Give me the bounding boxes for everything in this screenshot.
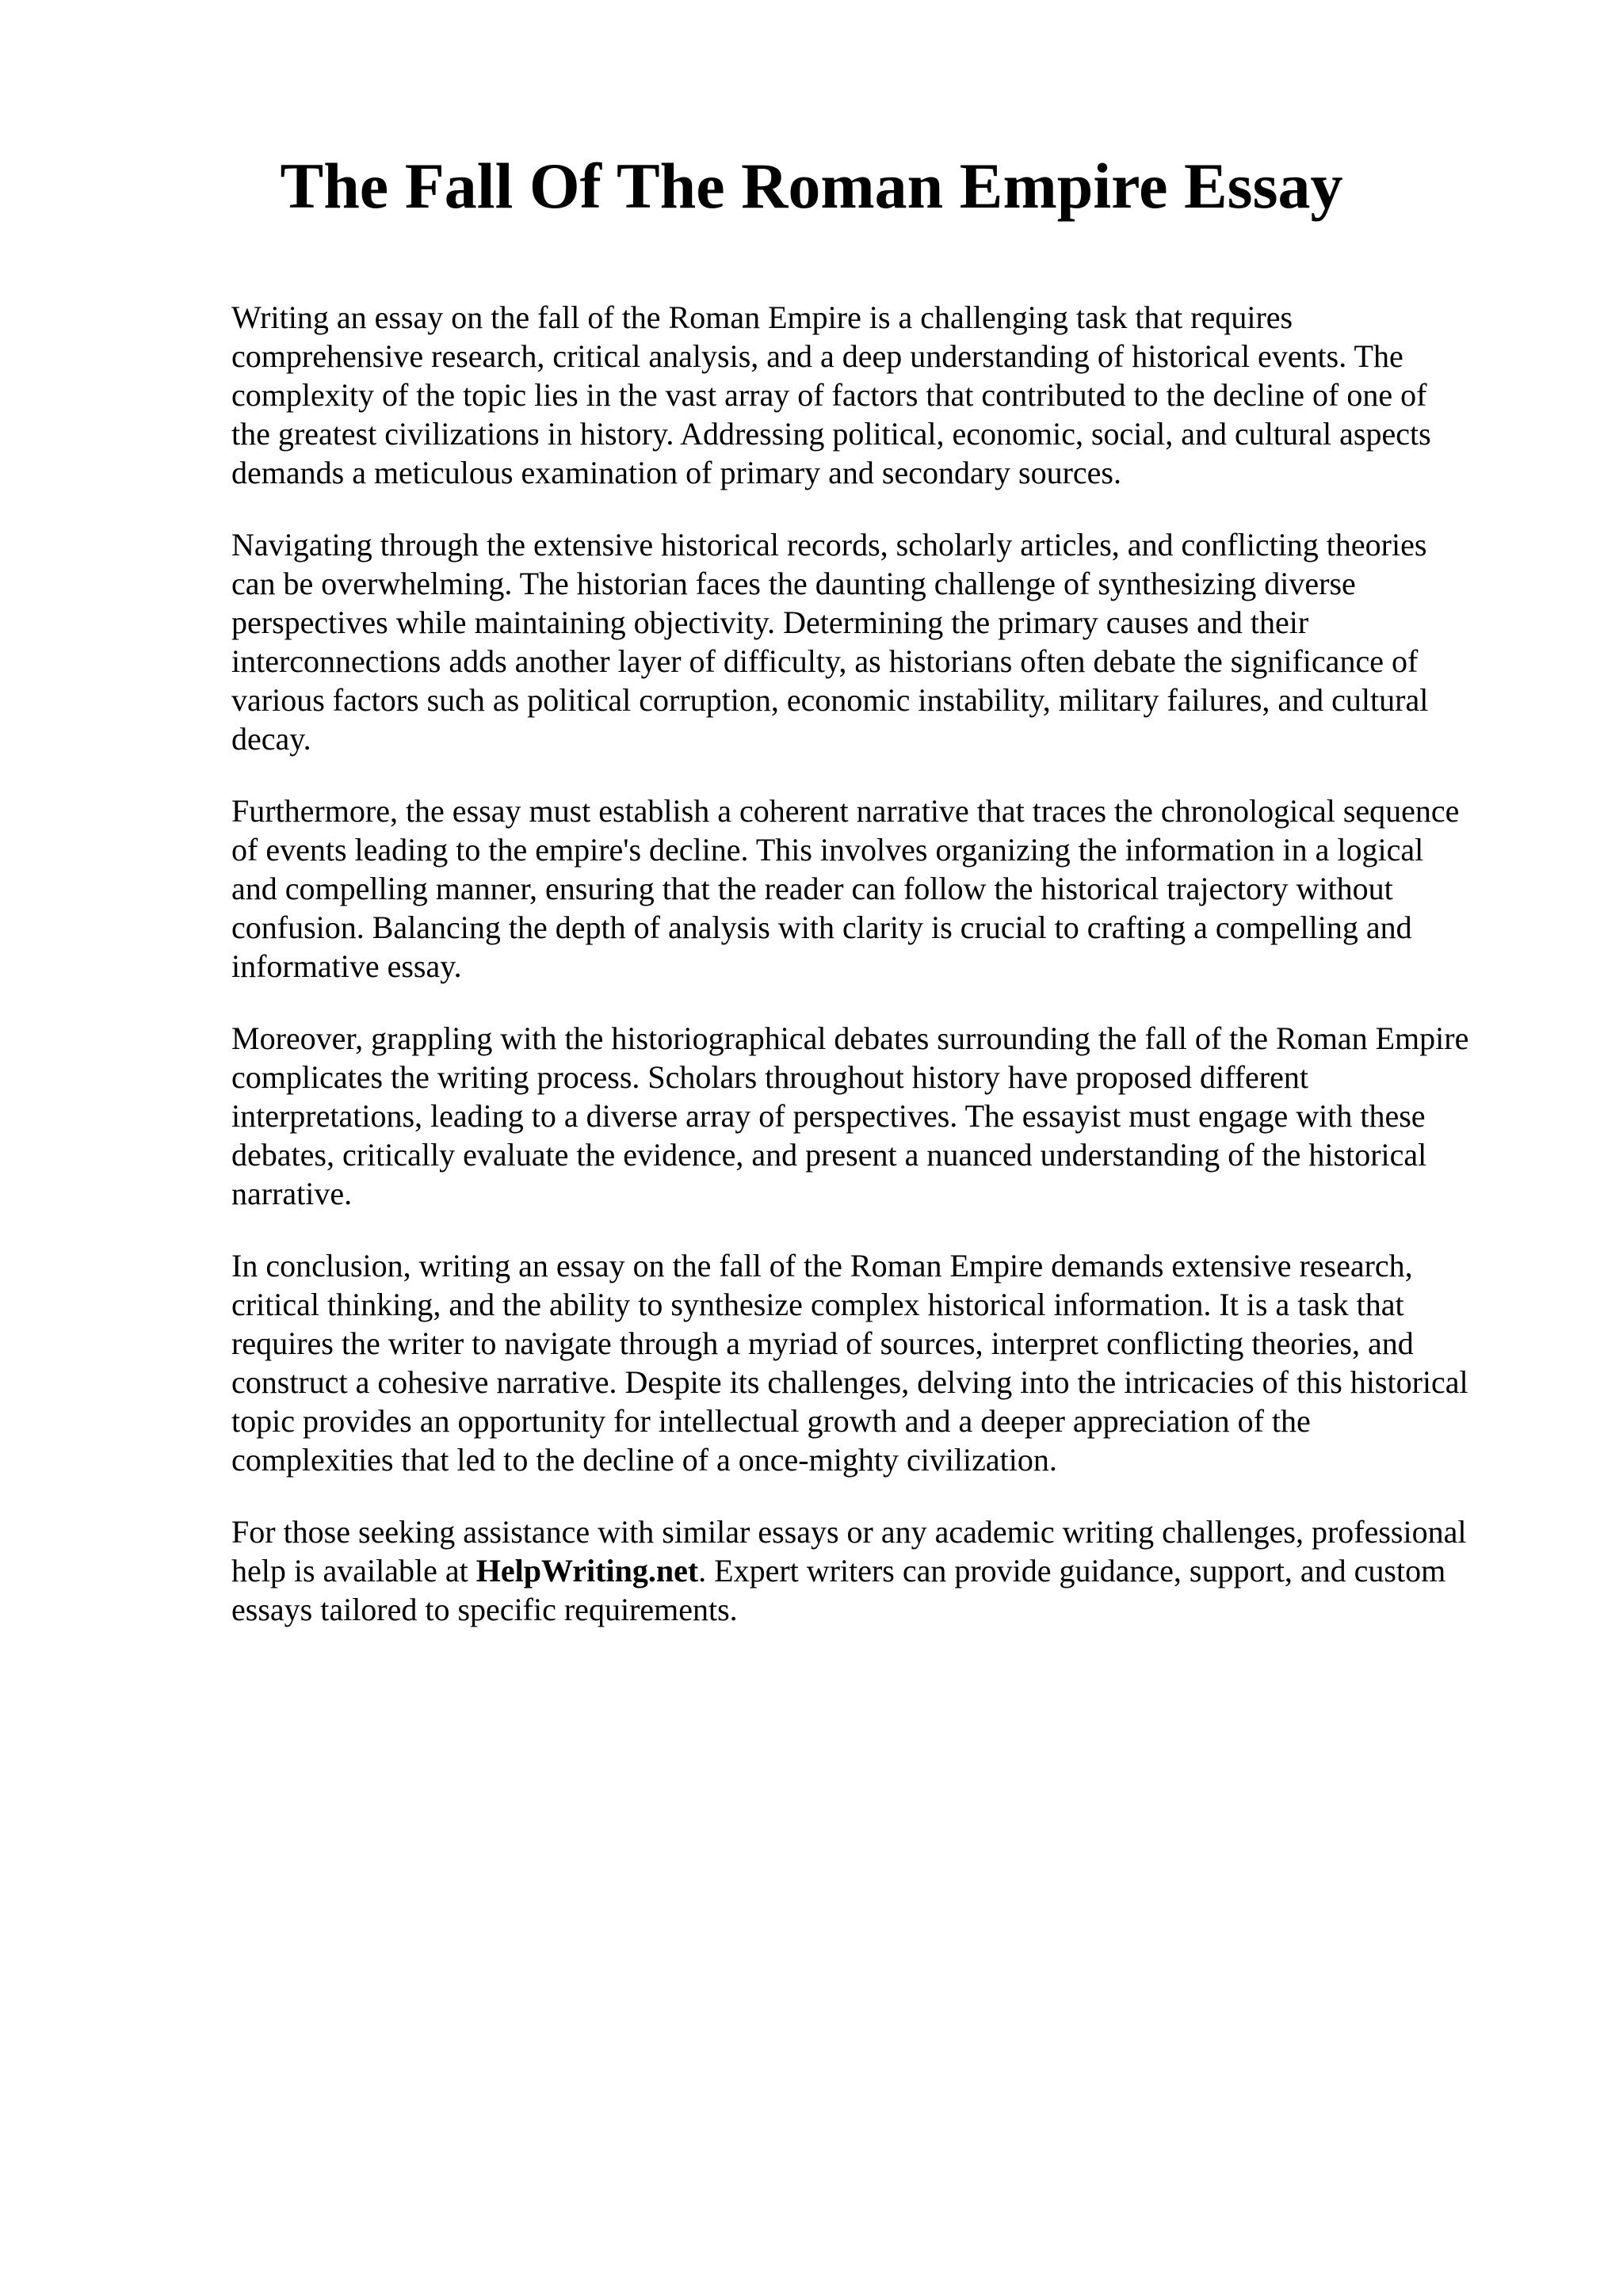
- text-line: perspectives while maintaining objectivity. Determining the primary causes and their: [231, 605, 1309, 640]
- text-line: Moreover, grappling with the historiographical debates surrounding the fall of the Roman Empire: [231, 1020, 1469, 1056]
- text-line: In conclusion, writing an essay on the fall of the Roman Empire demands extensive research,: [231, 1248, 1413, 1283]
- text-line: complexities that led to the decline of a once-mighty civilization.: [231, 1442, 1057, 1478]
- text-line: critical thinking, and the ability to synthesize complex historical information. It is a task that: [231, 1287, 1404, 1322]
- text-fragment: . Expert writers can provide guidance, support, and custom: [698, 1553, 1446, 1589]
- text-line: construct a cohesive narrative. Despite its challenges, delving into the intricacies of this historical: [231, 1364, 1468, 1400]
- text-line: the greatest civilizations in history. Addressing political, economic, social, and cultural aspects: [231, 416, 1431, 452]
- document-title: The Fall Of The Roman Empire Essay: [280, 150, 1343, 222]
- text-line: demands a meticulous examination of primary and secondary sources.: [231, 455, 1121, 490]
- text-line: complicates the writing process. Scholars throughout history have proposed different: [231, 1059, 1308, 1095]
- text-line: decay.: [231, 721, 311, 757]
- text-line: various factors such as political corruption, economic instability, military failures, and cultural: [231, 682, 1429, 718]
- text-line: [231, 1551, 1531, 1590]
- text-line: debates, critically evaluate the evidence, and present a nuanced understanding of the historical: [231, 1137, 1427, 1173]
- text-line: requires the writer to navigate through a myriad of sources, interpret conflicting theories, and: [231, 1325, 1414, 1361]
- text-line: topic provides an opportunity for intellectual growth and a deeper appreciation of the: [231, 1403, 1311, 1439]
- paragraph-5: [231, 1246, 1531, 1479]
- text-line: Writing an essay on the fall of the Roman Empire is a challenging task that requires: [231, 299, 1293, 335]
- text-line: comprehensive research, critical analysis, and a deep understanding of historical events. The: [231, 338, 1403, 374]
- text-line: narrative.: [231, 1176, 353, 1211]
- text-line: essays tailored to specific requirements.: [231, 1592, 738, 1627]
- text-line: confusion. Balancing the depth of analysis with clarity is crucial to crafting a compelling and: [231, 910, 1412, 945]
- text-line: can be overwhelming. The historian faces the daunting challenge of synthesizing diverse: [231, 566, 1356, 601]
- text-fragment: help is available at: [231, 1553, 476, 1589]
- text-line: and compelling manner, ensuring that the reader can follow the historical trajectory without: [231, 871, 1393, 906]
- text-line: Furthermore, the essay must establish a coherent narrative that traces the chronological sequence: [231, 793, 1460, 829]
- text-line: interconnections adds another layer of difficulty, as historians often debate the significance of: [231, 643, 1419, 679]
- site-name: HelpWriting.net: [475, 1553, 699, 1589]
- text-line: For those seeking assistance with similar essays or any academic writing challenges, professional: [231, 1514, 1467, 1550]
- closing-paragraph: [231, 1512, 1531, 1629]
- text-line: interpretations, leading to a diverse array of perspectives. The essayist must engage with these: [231, 1098, 1426, 1134]
- text-line: Navigating through the extensive historical records, scholarly articles, and conflicting theories: [231, 527, 1427, 563]
- paragraph-1: [231, 298, 1531, 492]
- text-line: complexity of the topic lies in the vast array of factors that contributed to the decline of one of: [231, 377, 1427, 413]
- text-line: informative essay.: [231, 948, 462, 984]
- document-body: [231, 298, 1531, 1662]
- paragraph-2: [231, 525, 1531, 758]
- paragraph-4: [231, 1019, 1531, 1213]
- text-line: of events leading to the empire's decline. This involves organizing the information in a logical: [231, 832, 1424, 868]
- paragraph-3: [231, 791, 1531, 986]
